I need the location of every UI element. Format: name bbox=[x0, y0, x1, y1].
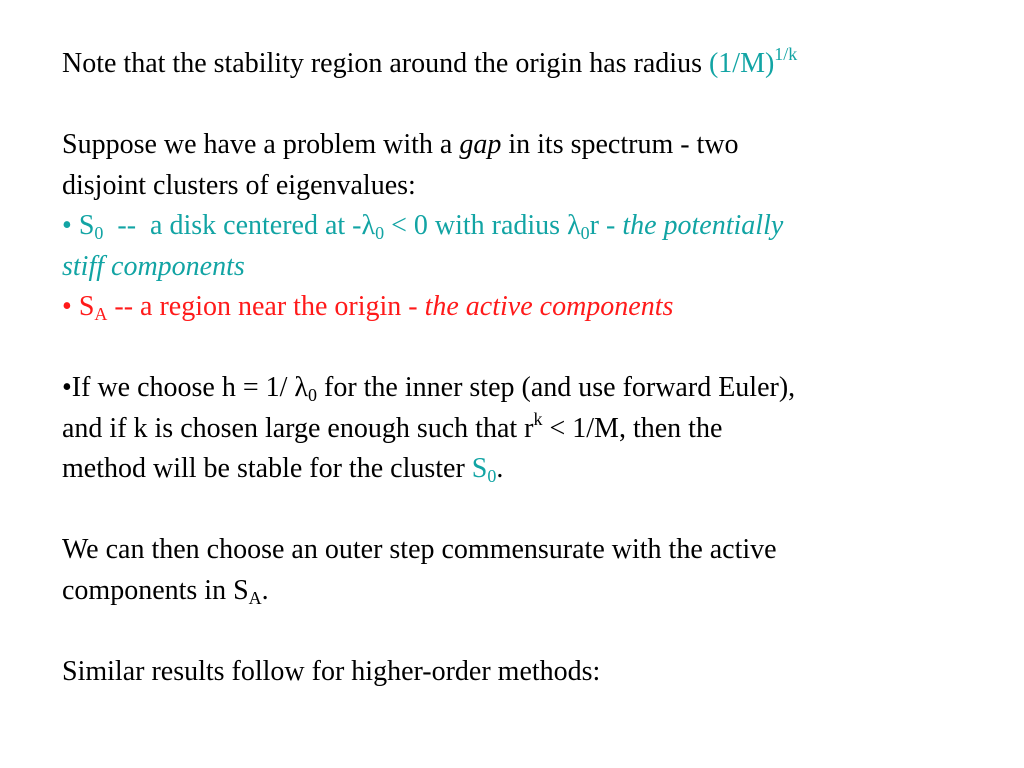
radius-expression bbox=[708, 44, 798, 79]
euler-text-c: and if k is chosen large enough such that r bbox=[62, 412, 534, 444]
euler-paragraph-line-3 bbox=[62, 449, 962, 490]
s0-symbol: S bbox=[471, 453, 488, 484]
bullet-sa bbox=[62, 287, 962, 328]
note-text: Note that the stability region around the origin has radius bbox=[62, 48, 709, 79]
higher-order-line: Similar results follow for higher-order methods: bbox=[62, 655, 601, 687]
spacer bbox=[62, 85, 962, 126]
s0-subscript: 0 bbox=[487, 466, 497, 486]
stiff-label-a: the potentially bbox=[622, 210, 784, 241]
euler-text-a: •If we choose h = 1/ bbox=[62, 372, 295, 403]
bullet-marker: • bbox=[62, 210, 79, 241]
lambda-symbol: λ bbox=[294, 372, 308, 403]
lambda-subscript: 0 bbox=[580, 223, 590, 243]
s0-text-a: -- a disk centered at - bbox=[103, 210, 362, 241]
sa-subscript: A bbox=[94, 304, 108, 324]
bullet-s0-line-1 bbox=[62, 206, 962, 247]
active-label: the active components bbox=[424, 291, 674, 322]
outer-step-line-2 bbox=[62, 571, 962, 612]
sa-subscript: A bbox=[248, 587, 262, 608]
s0-text-c: r - bbox=[589, 210, 623, 241]
outer-text: components in S bbox=[62, 574, 249, 606]
s0-text-b: < 0 with radius bbox=[384, 210, 568, 241]
radius-exponent: 1/k bbox=[774, 44, 798, 64]
gap-paragraph-line-2: disjoint clusters of eigenvalues: bbox=[62, 169, 416, 201]
period: . bbox=[261, 574, 269, 606]
euler-paragraph-line-2 bbox=[62, 409, 962, 450]
euler-paragraph-line-1 bbox=[62, 368, 962, 409]
gap-text-a: Suppose we have a problem with a bbox=[62, 129, 460, 160]
radius-base: (1/M) bbox=[708, 48, 775, 79]
stability-radius-note bbox=[62, 44, 962, 85]
spacer bbox=[62, 328, 962, 369]
euler-text-d: < 1/M, then the bbox=[542, 412, 723, 444]
gap-text-b: in its spectrum - two bbox=[501, 129, 739, 160]
outer-step-line-1: We can then choose an outer step commensurate with the active bbox=[62, 534, 777, 565]
euler-text-b: for the inner step (and use forward Euler), bbox=[317, 372, 796, 403]
gap-word: gap bbox=[459, 129, 502, 160]
s0-subscript: 0 bbox=[94, 223, 104, 243]
lambda-subscript: 0 bbox=[375, 223, 385, 243]
sa-symbol: S bbox=[78, 291, 95, 322]
gap-paragraph-line-1 bbox=[62, 125, 962, 166]
r-exponent: k bbox=[533, 408, 543, 429]
sa-text: -- a region near the origin - bbox=[107, 291, 425, 322]
lambda-subscript: 0 bbox=[308, 385, 317, 405]
bullet-marker: • bbox=[62, 291, 79, 322]
s0-symbol: S bbox=[78, 210, 95, 241]
period: . bbox=[496, 453, 504, 484]
lambda-symbol: λ bbox=[361, 210, 376, 241]
bullet-s0-line-2: stiff components bbox=[62, 250, 245, 282]
spacer bbox=[62, 490, 962, 531]
lambda-symbol: λ bbox=[567, 210, 581, 241]
slide-content bbox=[62, 44, 962, 692]
euler-text-e: method will be stable for the cluster bbox=[62, 453, 472, 484]
cluster-s0 bbox=[472, 453, 497, 484]
spacer bbox=[62, 611, 962, 652]
